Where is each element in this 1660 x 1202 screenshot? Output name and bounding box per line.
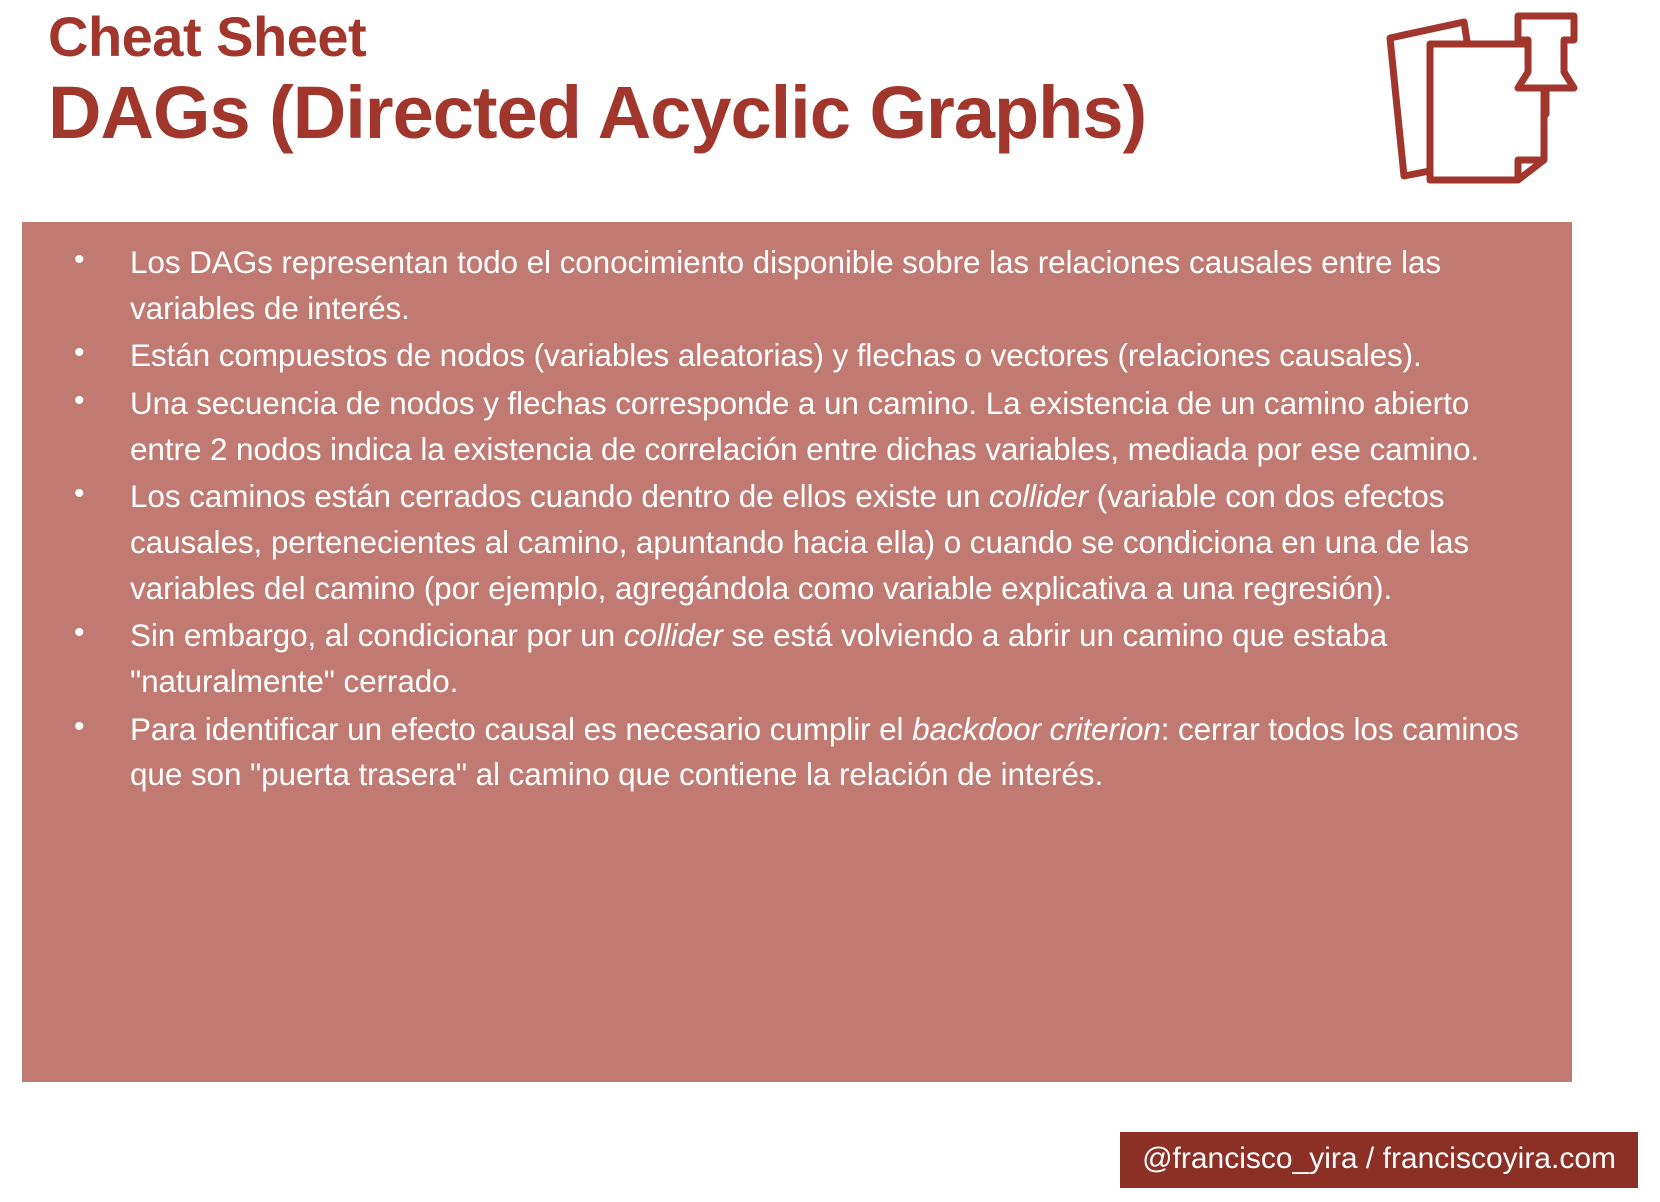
text-run: se está volviendo a abrir un camino que estaba "naturalmente" cerrado. [130,617,1388,700]
pinned-note-icon [1368,10,1618,200]
emphasis-term: collider [623,617,723,654]
emphasis-term: collider [989,478,1089,515]
list-item [52,613,1542,704]
text-run: Están compuestos de nodos (variables aleatorias) y flechas o vectores (relaciones causales). [130,337,1422,374]
text-run: Sin embargo, al condicionar por un [130,617,624,654]
list-item [52,333,1542,379]
text-run: Los caminos están cerrados cuando dentro de ellos existe un [130,478,990,515]
text-run: Los DAGs representan todo el conocimiento disponible sobre las relaciones causales entre las variables de interés. [130,244,1442,326]
emphasis-term: backdoor criterion [912,710,1161,747]
list-item [52,707,1542,798]
text-run: (variable con dos efectos causales, pertenecientes al camino, apuntando hacia ella) o cuando se condiciona en una de las variables del camino (por ejemplo, agregándola como variable explicativa a una regresión). [130,478,1470,606]
list-item [52,474,1542,611]
content-panel [22,222,1572,1082]
list-item [52,381,1542,472]
page-title: DAGs (Directed Acyclic Graphs) [48,70,1147,154]
credit-badge: @francisco_yira / franciscoyira.com [1120,1132,1638,1188]
list-item [52,240,1542,331]
kicker-label: Cheat Sheet [48,5,367,68]
text-run: Para identificar un efecto causal es necesario cumplir el [130,710,913,747]
bullet-list [52,240,1542,798]
text-run: Una secuencia de nodos y flechas corresponde a un camino. La existencia de un camino abierto entre 2 nodos indica la existencia de correlación entre dichas variables, mediada por ese camino. [130,385,1480,467]
text-run: : cerrar todos los caminos que son "puerta trasera" al camino que contiene la relación de interés. [130,710,1519,793]
